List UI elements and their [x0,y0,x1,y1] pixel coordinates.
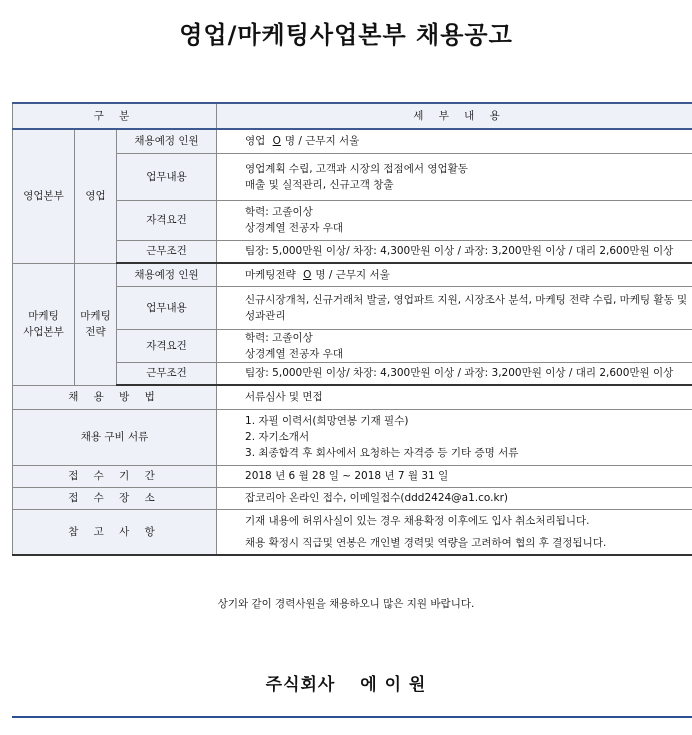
table-row [13,509,692,555]
row-value: 마케팅전략 O 명 / 근무지 서울 [217,263,692,286]
page-title: 영업/마케팅사업본부 채용공고 [179,21,513,49]
headcount-placeholder: O [303,268,312,281]
row-value: 영업 O 명 / 근무지 서울 [217,129,692,153]
row-label: 근무조건 [117,362,217,385]
table-row [13,385,692,409]
notes-value: 기재 내용에 허위사실이 있는 경우 채용확정 이후에도 입사 취소처리됩니다. 채용 확정시 직급및 연봉은 개인별 경력및 역량을 고려하여 협의 후 결정됩니다. [217,509,692,555]
recruitment-table [12,102,692,556]
header-details: 세 부 내 용 [217,103,692,129]
row-value: 영업계획 수립, 고객과 시장의 접점에서 영업활동 매출 및 실적관리, 신규고객 창출 [217,153,692,200]
row-label: 채용예정 인원 [117,263,217,286]
place-label: 접 수 장 소 [13,487,217,509]
headcount-placeholder: O [272,135,281,148]
table-row [13,409,692,465]
company-name: 주식회사 에 이 원 [265,675,427,695]
table-row [13,263,692,286]
period-label: 접 수 기 간 [13,465,217,487]
closing-notice: 상기와 같이 경력사원을 채용하오니 많은 지원 바랍니다. [217,598,475,610]
row-value: 팀장: 5,000만원 이상/ 차장: 4,300만원 이상 / 과장: 3,200만원 이상 / 대리 2,600만원 이상 [217,240,692,263]
period-value: 2018 년 6 월 28 일 ~ 2018 년 7 월 31 일 [217,465,692,487]
division-marketing: 마케팅 사업본부 [13,263,75,385]
row-label: 자격요건 [117,200,217,240]
documents-value: 1. 자필 이력서(희망연봉 기재 필수) 2. 자기소개서 3. 최종합격 후 회사에서 요청하는 자격증 등 기타 증명 서류 [217,409,692,465]
team-marketing: 마케팅 전략 [75,263,117,385]
table-row [13,487,692,509]
method-label: 채 용 방 법 [13,385,217,409]
division-sales: 영업본부 [13,129,75,263]
row-label: 업무내용 [117,286,217,329]
method-value: 서류심사 및 면접 [217,385,692,409]
documents-label: 채용 구비 서류 [13,409,217,465]
row-value: 학력: 고졸이상 상경계열 전공자 우대 [217,329,692,362]
row-value: 신규시장개척, 신규거래처 발굴, 영업파트 지원, 시장조사 분석, 마케팅 전략 수립, 마케팅 활동 및 성과관리 [217,286,692,329]
notes-label: 참 고 사 항 [13,509,217,555]
table-row [13,129,692,153]
row-label: 근무조건 [117,240,217,263]
header-category: 구 분 [13,103,217,129]
row-label: 채용예정 인원 [117,129,217,153]
row-value: 팀장: 5,000만원 이상/ 차장: 4,300만원 이상 / 과장: 3,200만원 이상 / 대리 2,600만원 이상 [217,362,692,385]
row-label: 자격요건 [117,329,217,362]
team-sales: 영업 [75,129,117,263]
row-label: 업무내용 [117,153,217,200]
place-value: 잡코리아 온라인 접수, 이메일접수(ddd2424@a1.co.kr) [217,487,692,509]
footer-divider [12,716,692,718]
row-value: 학력: 고졸이상 상경계열 전공자 우대 [217,200,692,240]
table-header-row [13,103,692,129]
table-row [13,465,692,487]
